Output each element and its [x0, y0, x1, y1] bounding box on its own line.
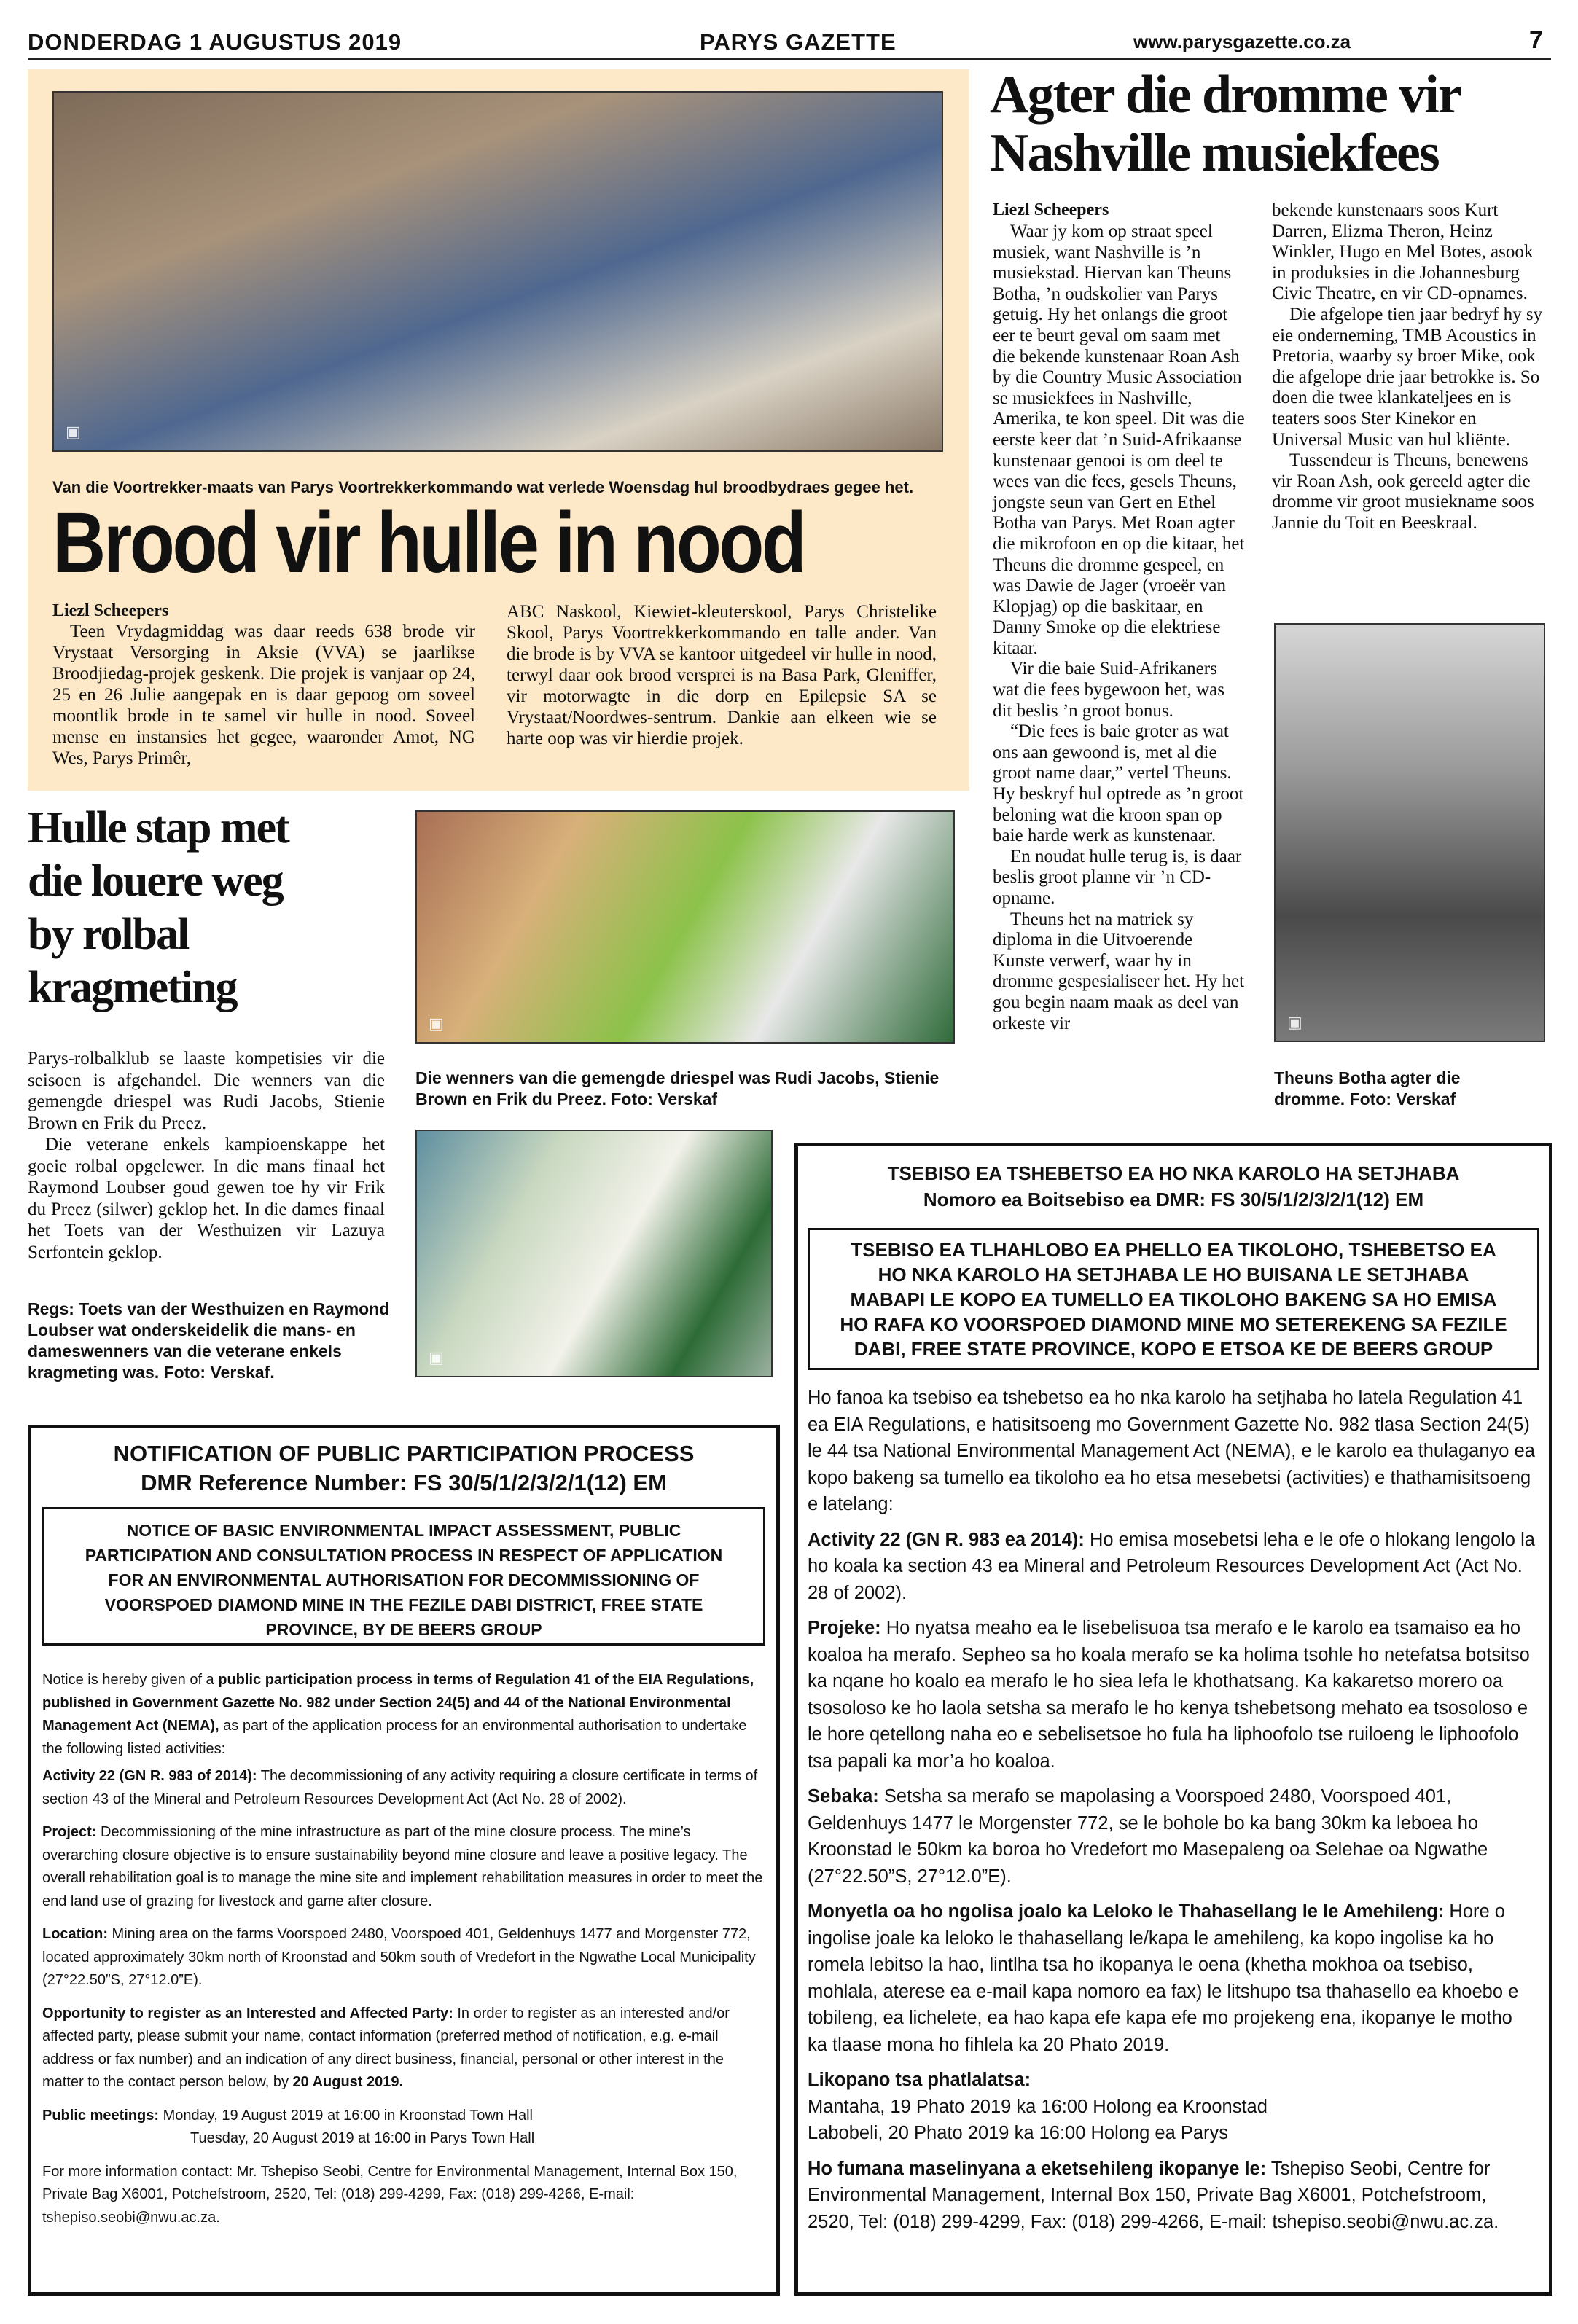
notice-st-meeting-2: Labobeli, 20 Phato 2019 ka 16:00 Holong ea Parys	[808, 2123, 1229, 2143]
nashville-column-2	[1272, 200, 1549, 534]
notice-en-location	[42, 1923, 765, 1992]
nashville-column-1	[993, 222, 1246, 1034]
rolbal-paragraph: Parys-rolbalklub se laaste kompetisies vir die seisoen is afgehandel. Die wenners van die gemengde driespel was Rudi Jacobs, Stienie Brown en Frik du Preez.	[28, 1049, 385, 1133]
notice-en-register	[42, 2003, 765, 2094]
notice-en-project-text: Decommissioning of the mine infrastructure as part of the mine closure process. The mine’s overarching closure objective is to ensure sustainability beyond mine closure and leave a positive legacy. The overall rehabilitation goal is to manage the mine site and implement rehabilitation measures in order to meet the end land use of grazing for livestock and game after closure.	[42, 1824, 763, 1909]
notice-en-title	[35, 1439, 773, 1498]
notice-st-project-label: Projeke:	[808, 1618, 881, 1638]
notice-st-monyetla-label: Monyetla oa ho ngolisa joalo ka Leloko le Thahasellang le le Amehileng:	[808, 1901, 1445, 1922]
notice-st-sebaka-text: Setsha sa merafo se mapolasing a Voorspoed 2480, Voorspoed 401, Geldenhuys 1477 le Morgenster 772, se le bohole bo ka bang 30km ka leboea ho Kroonstad le 50km ka boroa ho Vredefort mo Masepaleng oa Selehae oa Ngwathe (27°22.50”S, 27°12.0”E).	[808, 1786, 1488, 1887]
photo-placeholder-icon: ▣	[429, 1014, 444, 1033]
notice-en-location-text: Mining area on the farms Voorspoed 2480, Voorspoed 401, Geldenhuys 1477 and Morgenster 772, located approximately 30km north of Kroonstad and 50km south of Vredefort in the Ngwathe Local Municipality (27°22.50”S, 27°12.0”E).	[42, 1926, 756, 1988]
notice-st-subtitle-box	[808, 1228, 1539, 1370]
notice-en-register-date: 20 August 2019.	[292, 2074, 404, 2090]
rolbal-headline-line: Hulle stap met	[28, 803, 289, 853]
brood-headline: Brood vir hulle in nood	[52, 495, 805, 591]
rolbal-paragraph: Die veterane enkels kampioenskappe het goeie rolbal opgelewer. In die mans finaal het Raymond Loubser goud gewen toe hy vir Frik du Preez (silwer) geklop het. In die dames finaal het Toets van der Westhuizen vir Lazuya Serfontein geklop.	[28, 1135, 385, 1262]
notice-en-body	[42, 1669, 765, 2229]
nashville-paragraph: bekende kunstenaars soos Kurt Darren, Elizma Theron, Heinz Winkler, Hugo en Mel Botes, asook in produksies in die Johannesburg Civic Theatre, en vir CD-opnames.	[1272, 200, 1534, 304]
notice-en-contact: For more information contact: Mr. Tshepiso Seobi, Centre for Environmental Management, Internal Box 150, Private Bag X6001, Potchefstroom, 2520, Tel: (018) 299-4299, Fax: (018) 299-4266, E-mail: tshepiso.seobi@nwu.ac.za.	[42, 2163, 738, 2226]
notice-en-title-line-2: DMR Reference Number: FS 30/5/1/2/3/2/1(12) EM	[141, 1470, 667, 1495]
notice-en-meetings	[42, 2105, 765, 2128]
notice-st-likopano-label	[808, 2067, 1536, 2094]
notice-st-sebaka	[808, 1783, 1536, 1890]
notice-st-activity	[808, 1527, 1536, 1607]
notice-st-project	[808, 1615, 1536, 1775]
brood-paragraph: Teen Vrydagmiddag was daar reeds 638 brode vir Vrystaat Versorging in Aksie (VVA) se jaarlikse Broodjiedag-projek geskenk. Die projek is vanjaar op 24, 25 en 26 Julie aangepak en is daar gepoog om soveel moontlik brode in te samel vir hulle in nood. Soveel mense en instansies het gegee, waaronder Amot, NG Wes, Parys Primêr,	[52, 622, 475, 768]
header-paper: PARYS GAZETTE	[700, 29, 897, 55]
notice-st-project-text: Ho nyatsa meaho ea le lisebelisuoa tsa merafo e le karolo ea tsamaiso ea ho koaloa ha merafo. Sepheo sa ho koala merafo se ka holima tsohle ho netefatsa botsitso ka nqane ho koalo ea merafo le ho siea lefa le khothatsang. Ka kakaretso morero oa tsosoloso ke ho laola setsha sa merafo le ho kenya tshebetsong mehato ea tsosoloso e le hore qetellong naha eo e sebelisetsoe ho fula ha liphoofolo tse ruiloeng le liphoofolo tsa papali ka mor’a ho koaloa.	[808, 1618, 1530, 1772]
notice-en-subtitle: NOTICE OF BASIC ENVIRONMENTAL IMPACT ASSESSMENT, PUBLIC PARTICIPATION AND CONSULTATION PROCESS IN RESPECT OF APPLICATION FOR AN ENVIRONMENTAL AUTHORISATION FOR DECOMMISSIONING OF VOORSPOED DIAMOND MINE IN THE FEZILE DABI DISTRICT, FREE STATE PROVINCE, BY DE BEERS GROUP	[85, 1521, 723, 1639]
rolbal-headline-line: by rolbal	[28, 909, 189, 959]
notice-en-meeting-2: Tuesday, 20 August 2019 at 16:00 in Parys Town Hall	[190, 2130, 535, 2146]
nashville-headline	[990, 66, 1558, 182]
notice-en-project-label: Project:	[42, 1824, 97, 1840]
brood-byline: Liezl Scheepers	[52, 601, 169, 620]
photo-placeholder-icon: ▣	[66, 423, 81, 441]
nashville-byline: Liezl Scheepers	[993, 200, 1109, 219]
brood-caption: Van die Voortrekker-maats van Parys Voortrekkerkommando wat verlede Woensdag hul broodbydraes gegee het.	[52, 478, 914, 496]
header-date: DONDERDAG 1 AUGUSTUS 2019	[28, 29, 402, 55]
notice-en-activity-label: Activity 22 (GN R. 983 of 2014):	[42, 1768, 257, 1784]
nashville-paragraph: Theuns het na matriek sy diploma in die Uitvoerende Kunste verwerf, waar hy in dromme gespesialiseer het. Hy het gou begin naam maak as deel van orkeste vir	[993, 909, 1245, 1033]
notice-st-monyetla-text: Hore o ingolise joale ka leloko le thahasellang le/kapa le amehileng, ka kopo ingolise ka ho romela lebitso la hao, lintlha tsa ho ikopanya le oena (khetha mokhoa oa tsebiso, mohlala, aterese ea e-mail kapa nomoro ea fax) le litshupo tsa thahasello ea khoebo e tobileng, ea lichelete, ea hao kapa efe kapa efe mo projekeng ena, ikopanye le motho ka tlaase mona ho fihlela ka 20 Phato 2019.	[808, 1901, 1519, 2055]
notice-en-location-label: Location:	[42, 1926, 108, 1942]
nashville-paragraph: Die afgelope tien jaar bedryf hy sy eie onderneming, TMB Acoustics in Pretoria, waarby sy broer Mike, ook die afgelope drie jaar betrokke is. So doen die twee klankateljees en is teaters soos Ster Kinekor en Universal Music van hul kliënte.	[1272, 304, 1543, 450]
notice-st-monyetla	[808, 1898, 1536, 2058]
notice-st-title-line-2: Nomoro ea Boitsebiso ea DMR: FS 30/5/1/2/3/2/1(12) EM	[923, 1189, 1424, 1210]
nashville-paragraph: “Die fees is baie groter as wat ons aan gewoond is, met al die groot name daar,” vertel Theuns. Hy beskryf hul optrede as ’n groot beloning wat die kroon span op baie harde werk as kunstenaar.	[993, 721, 1244, 846]
notice-st-sebaka-label: Sebaka:	[808, 1786, 879, 1807]
photo-placeholder-icon: ▣	[429, 1348, 444, 1366]
rolbal-headline	[28, 802, 407, 1014]
rolbal-caption-1: Die wenners van die gemengde driespel was Rudi Jacobs, Stienie Brown en Frik du Preez. Foto: Verskaf	[415, 1068, 940, 1108]
notice-st-body	[808, 1385, 1536, 2235]
brood-column-2: ABC Naskool, Kiewiet-kleuterskool, Parys Christelike Skool, Parys Voortrekkerkommando en talle ander. Van die brode is by VVA se kantoor uitgedeel vir hulle in nood, terwyl daar ook brood versprei is na Basa Park, Gleniffer, vir motorwagte in die dorp en Epilepsie SA se Vrystaat/Noordwes-sentrum. Dankie aan elkeen wie se harte oop was vir hierdie projek.	[507, 602, 937, 748]
header-rule	[28, 58, 1551, 60]
notice-en-activity	[42, 1765, 765, 1811]
nashville-headline-line-1: Agter die dromme vir	[990, 65, 1461, 125]
rolbal-caption-2: Regs: Toets van der Westhuizen en Raymond Loubser wat onderskeidelik die mans- en dameswenners van die veterane enkels kragmeting was. Foto: Verskaf.	[28, 1299, 390, 1382]
notice-st-activity-label: Activity 22 (GN R. 983 ea 2014):	[808, 1529, 1085, 1550]
nashville-paragraph: Waar jy kom op straat speel musiek, want Nashville is ’n musiekstad. Hiervan kan Theuns Botha, ’n oudskolier van Parys getuig. Hy het onlangs die groot eer te beurt geval om saam met die bekende kunstenaar Roan Ash by die Country Music Association se musiekfees in Nashville, Amerika, te kon speel. Dit was die eerste keer dat ’n Suid-Afrikaanse kunstenaar genooi is om deel te wees van die fees, gesels Theuns, jongste seun van Gert en Ethel Botha van Parys. Met Roan agter die mikrofoon en op die kitaar, het Theuns die dromme gespeel, en was Dawie de Jager (vroeër van Klopjag) op die baskitaar, en Danny Smoke op die elektriese kitaar.	[993, 222, 1245, 658]
notice-en-intro	[42, 1669, 765, 1761]
rolbal-body	[28, 1048, 385, 1263]
notice-en-project	[42, 1821, 765, 1913]
notice-st-contact-label: Ho fumana maselinyana a eketsehileng ikopanye le:	[808, 2158, 1267, 2179]
header-page-number: 7	[1529, 26, 1543, 54]
notice-en-intro-a: Notice is hereby given of a	[42, 1672, 219, 1688]
nashville-headline-line-2: Nashville musiekfees	[990, 123, 1439, 183]
notice-st-meeting-1: Mantaha, 19 Phato 2019 ka 16:00 Holong ea Kroonstad	[808, 2096, 1268, 2117]
rolbal-headline-line: die louere weg	[28, 856, 283, 906]
notice-st-contact	[808, 2156, 1536, 2236]
notice-st-title	[802, 1160, 1545, 1213]
rolbal-photo-duo	[415, 1130, 773, 1377]
drummer-photo	[1274, 623, 1545, 1042]
notice-en-activity-text: The decommissioning of any activity requiring a closure certificate in terms of section 43 of the Mineral and Petroleum Resources Development Act (Act No. 28 of 2002).	[42, 1768, 758, 1807]
drummer-caption: Theuns Botha agter die dromme. Foto: Verskaf	[1274, 1068, 1461, 1108]
notice-st-subtitle: TSEBISO EA TLHAHLOBO EA PHELLO EA TIKOLOHO, TSHEBETSO EA HO NKA KAROLO HA SETJHABA LE HO BUISANA LE SETJHABA MABAPI LE KOPO EA TUMELLO EA TIKOLOHO BAKENG SA HO EMISA HO RAFA KO VOORSPOED DIAMOND MINE MO SETEREKENG SA FEZILE DABI, FREE STATE PROVINCE, KOPO E ETSOA KE DE BEERS GROUP	[840, 1239, 1507, 1360]
rolbal-headline-line: kragmeting	[28, 963, 237, 1012]
notice-st-intro: Ho fanoa ka tsebiso ea tshebetso ea ho nka karolo ha setjhaba ho latela Regulation 41 ea EIA Regulations, e hatisitsoeng mo Government Gazette No. 982 tlasa Section 24(5) le 44 tsa National Environmental Management Act (NEMA), e le karolo ea thulaganyo ea kopo bakeng sa tumello ea tikoloho ea ho etsa mesebetsi (activities) e thathamisitsoeng e latelang:	[808, 1388, 1535, 1514]
notice-en-intro-b: public participation process in terms of Regulation 41 of the EIA Regulations, published in Government Gazette No. 982 under Section 24(5) and 44 of the National Environmental Management Act (NEMA),	[42, 1672, 754, 1734]
notice-st-activity-text: Ho emisa mosebetsi leha e le ofe o hlokang lengolo la ho koala ka section 43 ea Mineral and Petroleum Resources Development Act (Act No. 28 of 2002).	[808, 1529, 1535, 1603]
nashville-paragraph: Vir die baie Suid-Afrikaners wat die fees bygewoon het, was dit beslis ’n groot bonus.	[993, 659, 1224, 721]
brood-photo	[52, 91, 943, 452]
notice-en-register-label: Opportunity to register as an Interested and Affected Party:	[42, 2005, 453, 2022]
photo-placeholder-icon: ▣	[1287, 1013, 1302, 1031]
notice-st-title-line-1: TSEBISO EA TSHEBETSO EA HO NKA KAROLO HA SETJHABA	[887, 1162, 1460, 1184]
notice-en-subtitle-box	[42, 1507, 765, 1646]
notice-st-likopano-label-text: Likopano tsa phatlalatsa:	[808, 2070, 1031, 2090]
notice-en-title-line-1: NOTIFICATION OF PUBLIC PARTICIPATION PROCESS	[113, 1441, 695, 1466]
rolbal-photo-trio	[415, 810, 955, 1044]
header-website[interactable]: www.parysgazette.co.za	[1133, 31, 1351, 52]
nashville-paragraph: En noudat hulle terug is, is daar beslis groot planne vir ’n CD-opname.	[993, 846, 1242, 908]
brood-column-1	[52, 621, 475, 769]
notice-en-intro-c: as part of the application process for an environmental authorisation to undertake the following listed activities:	[42, 1718, 747, 1757]
notice-en-meeting-1: Monday, 19 August 2019 at 16:00 in Kroonstad Town Hall	[159, 2107, 533, 2124]
notice-en-register-text: In order to register as an interested and/or affected party, please submit your name, contact information (preferred method of notification, e.g. e-mail address or fax number) and an indication of any direct business, financial, personal or other interest in the matter to the contact person below, by	[42, 2005, 730, 2090]
notice-st-contact-text: Tshepiso Seobi, Centre for Environmental Management, Internal Box 150, Private Bag X6001, Potchefstroom, 2520, Tel: (018) 299-4299, Fax: (018) 299-4266, E-mail: tshepiso.seobi@nwu.ac.za.	[808, 2158, 1499, 2232]
nashville-paragraph: Tussendeur is Theuns, benewens vir Roan Ash, ook gereeld agter die dromme vir groot musiekname soos Jannie du Toit en Beeskraal.	[1272, 450, 1534, 533]
notice-en-meetings-label: Public meetings:	[42, 2107, 160, 2124]
